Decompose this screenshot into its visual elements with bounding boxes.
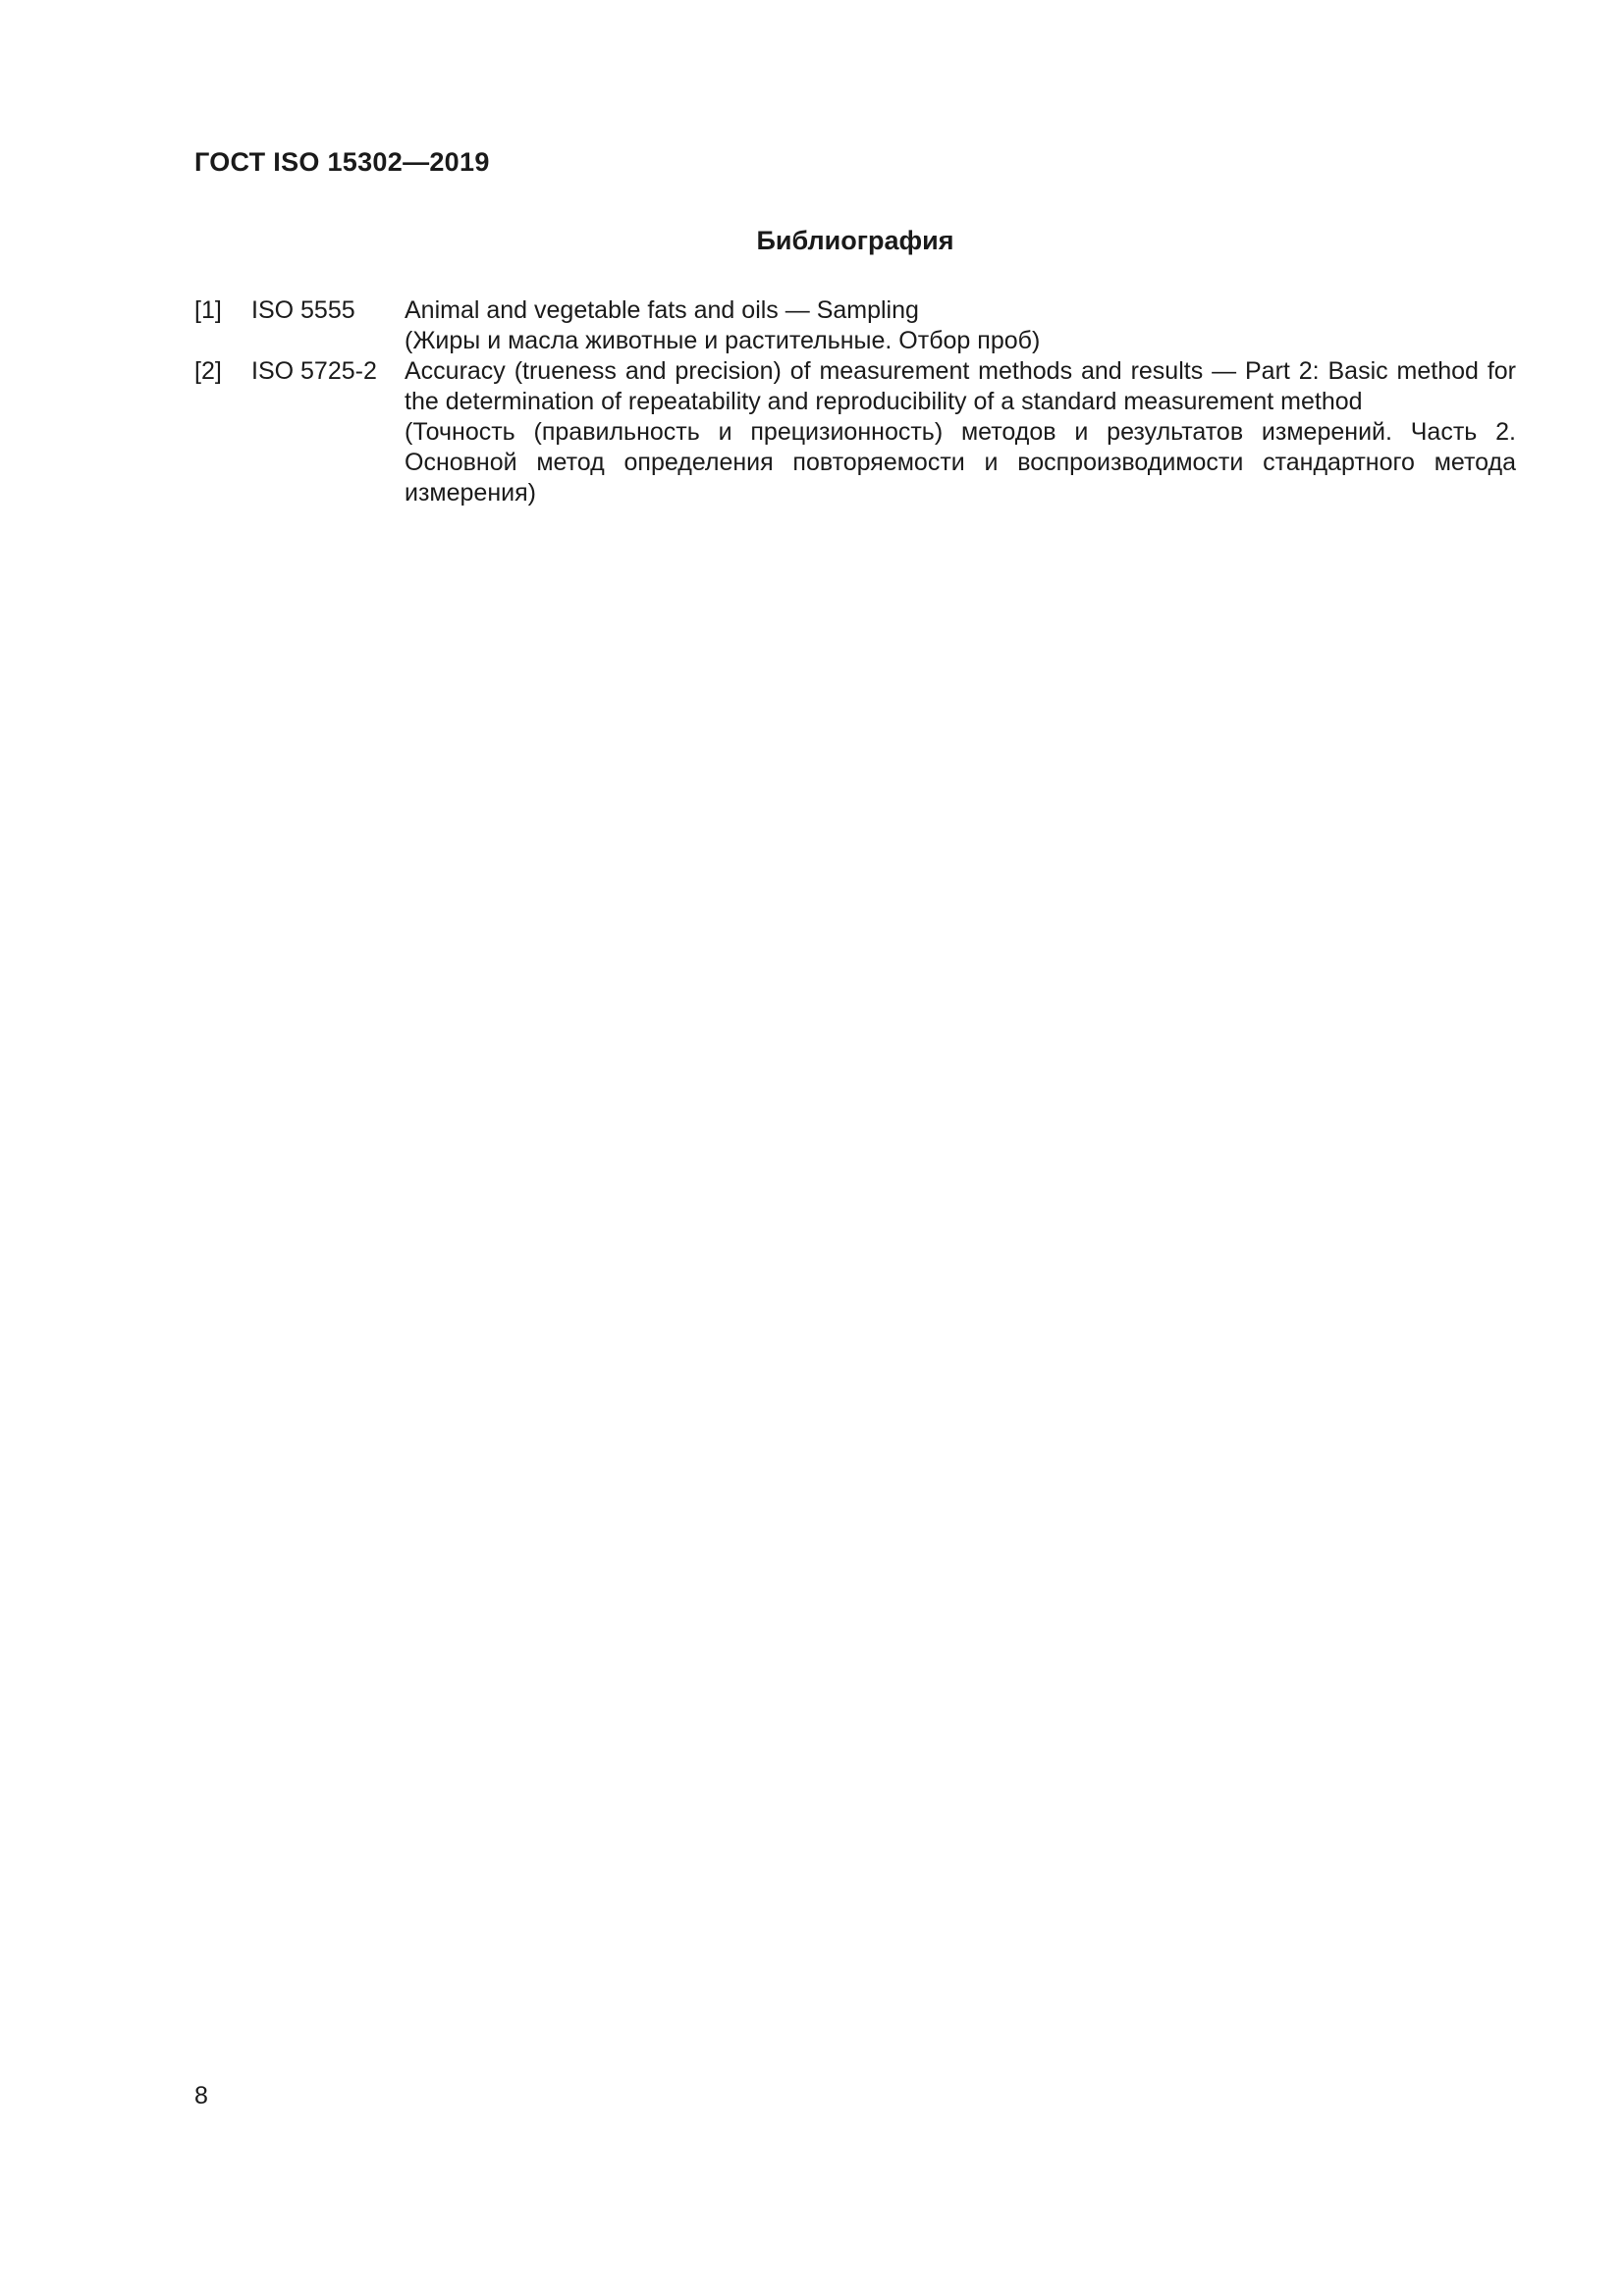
entry-title-ru: (Жиры и масла животные и растительные. Отбор проб) [405,327,1041,354]
document-code-header: ГОСТ ISO 15302—2019 [194,147,490,177]
entry-title-ru: (Точность (правильность и прецизионность) методов и результатов измерений. Часть 2. Основной метод определения повторяемости и воспроизводимости стандартного метода измерения) [405,418,1516,507]
entry-number: [2] [194,357,222,385]
bibliography-entry [194,356,1516,508]
entry-standard-code: ISO 5555 [251,296,355,324]
entry-number: [1] [194,296,222,324]
section-title: Библиография [756,226,954,255]
entry-description [405,356,1516,508]
bibliography-list [194,295,1516,508]
page-number: 8 [194,2082,208,2109]
bibliography-entry [194,295,1516,356]
entry-standard-code: ISO 5725-2 [251,357,377,385]
entry-title-en: Accuracy (trueness and precision) of measurement methods and results — Part 2: Basic method for the determination of repeatability and reproducibility of a standard measurement method [405,357,1516,415]
entry-title-en: Animal and vegetable fats and oils — Sampling [405,296,919,324]
entry-description [405,295,1516,356]
